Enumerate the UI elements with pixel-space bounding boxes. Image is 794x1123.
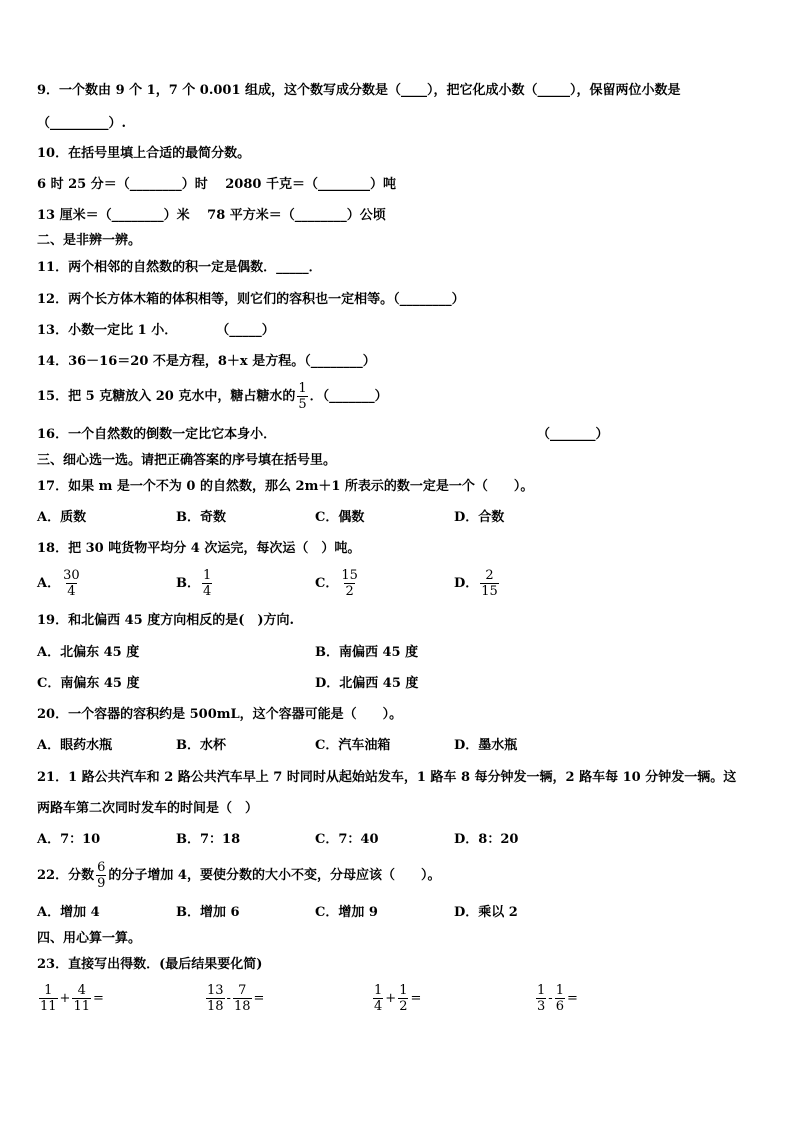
q17-option-d[interactable]: D．合数 <box>454 510 505 525</box>
fraction-denominator: 4 <box>67 584 76 599</box>
q22-fraction <box>96 860 106 891</box>
q18-option-c[interactable] <box>315 568 361 599</box>
fraction-numerator: 1 <box>399 983 408 998</box>
q23-expression-2 <box>204 983 264 1014</box>
q21-option-b[interactable]: B．7：18 <box>176 832 241 847</box>
q20-option-a[interactable]: A．眼药水瓶 <box>37 738 113 753</box>
section4-heading: 四、用心算一算。 <box>37 931 142 946</box>
q22-text-before: 22．分数 <box>37 868 95 883</box>
option-fraction <box>62 568 81 599</box>
equals-sign: = <box>410 991 422 1006</box>
q22-option-a[interactable]: A．增加 4 <box>37 905 100 920</box>
q23-text: 23．直接写出得数．(最后结果要化简) <box>37 957 263 972</box>
q18-option-a[interactable] <box>37 568 83 599</box>
fraction-denominator: 15 <box>481 584 498 599</box>
q14: 14．36－16＝20 不是方程，8＋x 是方程。（________） <box>37 354 376 369</box>
fraction-denominator: 4 <box>203 584 212 599</box>
q18-option-b[interactable] <box>176 568 214 599</box>
option-fraction <box>202 568 212 599</box>
q16-text: 16．一个自然数的倒数一定比它本身小． <box>37 427 277 442</box>
fraction-numerator: 13 <box>207 983 224 998</box>
fraction-numerator: 15 <box>341 568 358 583</box>
operator: + <box>59 991 71 1006</box>
fraction-numerator: 4 <box>77 983 86 998</box>
fraction-numerator: 1 <box>44 983 53 998</box>
q17-text: 17．如果 m 是一个不为 0 的自然数，那么 2m＋1 所表示的数一定是一个（ ）。 <box>37 479 534 494</box>
q16-blank: （_______） <box>537 427 609 442</box>
operator: + <box>385 991 397 1006</box>
fraction-denominator: 2 <box>399 999 408 1014</box>
q13: 13．小数一定比 1 小． （_____） <box>37 323 275 338</box>
fraction <box>536 983 546 1014</box>
q18-text: 18．把 30 吨货物平均分 4 次运完，每次运（ ）吨。 <box>37 541 361 556</box>
fraction-numerator: 30 <box>63 568 80 583</box>
q19-option-d[interactable]: D．北偏西 45 度 <box>315 676 419 691</box>
q22-text-after: 的分子增加 4，要使分数的大小不变，分母应该（ ）。 <box>108 868 441 883</box>
fraction-numerator: 6 <box>97 860 106 875</box>
fraction-denominator: 4 <box>374 999 383 1014</box>
q17-option-b[interactable]: B．奇数 <box>176 510 226 525</box>
q21-line2: 两路车第二次同时发车的时间是（ ） <box>37 801 259 816</box>
q22-option-c[interactable]: C．增加 9 <box>315 905 378 920</box>
q19-option-b[interactable]: B．南偏西 45 度 <box>315 645 419 660</box>
fraction-numerator: 1 <box>298 381 307 396</box>
fraction-numerator: 1 <box>537 983 546 998</box>
q20-option-b[interactable]: B．水杯 <box>176 738 226 753</box>
equals-sign: = <box>566 991 578 1006</box>
fraction-denominator: 11 <box>40 999 57 1014</box>
q15-text-after: ．（_______） <box>309 389 388 404</box>
q23-expression-1 <box>37 983 104 1014</box>
q20-option-c[interactable]: C．汽车油箱 <box>315 738 391 753</box>
equals-sign: = <box>93 991 104 1006</box>
option-label: C． <box>315 576 339 591</box>
q21-line1: 21．1 路公共汽车和 2 路公共汽车早上 7 时同时从起始站发车，1 路车 8 每分钟发一辆，2 路车每 10 分钟发一辆。这 <box>37 770 737 785</box>
option-label: D． <box>454 576 479 591</box>
q18-option-d[interactable] <box>454 568 501 599</box>
q15-text-before: 15．把 5 克糖放入 20 克水中，糖占糖水的 <box>37 389 296 404</box>
fraction-numerator: 7 <box>238 983 247 998</box>
q9-line2: （_________）. <box>37 116 127 131</box>
q9-line1: 9．一个数由 9 个 1，7 个 0.001 组成，这个数写成分数是（____），把它化成小数（_____），保留两位小数是 <box>37 83 681 98</box>
q15-fraction <box>297 381 307 412</box>
q23-expression-4 <box>534 983 578 1014</box>
fraction <box>39 983 58 1014</box>
q19-option-c[interactable]: C．南偏东 45 度 <box>37 676 140 691</box>
fraction-denominator: 5 <box>298 397 307 412</box>
fraction-denominator: 2 <box>345 584 354 599</box>
option-label: A． <box>37 576 61 591</box>
section2-heading: 二、是非辨一辨。 <box>37 233 142 248</box>
equals-sign: = <box>253 991 265 1006</box>
q19-text: 19．和北偏西 45 度方向相反的是( )方向. <box>37 613 295 628</box>
fraction-denominator: 18 <box>207 999 224 1014</box>
q21-option-a[interactable]: A．7：10 <box>37 832 101 847</box>
q19-option-a[interactable]: A．北偏东 45 度 <box>37 645 140 660</box>
q17-option-c[interactable]: C．偶数 <box>315 510 365 525</box>
q22 <box>37 860 440 891</box>
option-fraction <box>480 568 499 599</box>
q17-option-a[interactable]: A．质数 <box>37 510 87 525</box>
fraction <box>373 983 383 1014</box>
operator: - <box>548 991 553 1006</box>
fraction-denominator: 18 <box>233 999 251 1014</box>
fraction-denominator: 9 <box>97 876 106 891</box>
fraction <box>206 983 225 1014</box>
q15 <box>37 381 388 412</box>
q10-row1: 6 时 25 分＝（________）时 2080 千克＝（________）吨 <box>37 177 396 192</box>
q23-expression-3 <box>371 983 421 1014</box>
q12: 12．两个长方体木箱的体积相等，则它们的容积也一定相等。（________） <box>37 292 465 307</box>
q20-option-d[interactable]: D．墨水瓶 <box>454 738 518 753</box>
q21-option-d[interactable]: D．8：20 <box>454 832 519 847</box>
option-label: B． <box>176 576 200 591</box>
fraction-denominator: 11 <box>73 999 90 1014</box>
fraction <box>72 983 91 1014</box>
q21-option-c[interactable]: C．7：40 <box>315 832 379 847</box>
fraction-denominator: 3 <box>537 999 546 1014</box>
fraction-numerator: 2 <box>485 568 494 583</box>
q20-text: 20．一个容器的容积约是 500mL，这个容器可能是（ ）。 <box>37 707 403 722</box>
q10-row2: 13 厘米＝（________）米 78 平方米＝（________）公顷 <box>37 208 386 223</box>
q22-option-b[interactable]: B．增加 6 <box>176 905 240 920</box>
fraction-numerator: 1 <box>203 568 212 583</box>
option-fraction <box>340 568 359 599</box>
q22-option-d[interactable]: D．乘以 2 <box>454 905 518 920</box>
fraction-numerator: 1 <box>374 983 383 998</box>
section3-heading: 三、细心选一选。请把正确答案的序号填在括号里。 <box>37 453 337 468</box>
q11: 11．两个相邻的自然数的积一定是偶数．_____． <box>37 260 322 275</box>
q10-title: 10．在括号里填上合适的最简分数。 <box>37 146 251 161</box>
fraction <box>398 983 408 1014</box>
operator: - <box>226 991 231 1006</box>
fraction-numerator: 1 <box>555 983 564 998</box>
fraction <box>555 983 565 1014</box>
fraction-denominator: 6 <box>555 999 564 1014</box>
fraction <box>233 983 252 1014</box>
